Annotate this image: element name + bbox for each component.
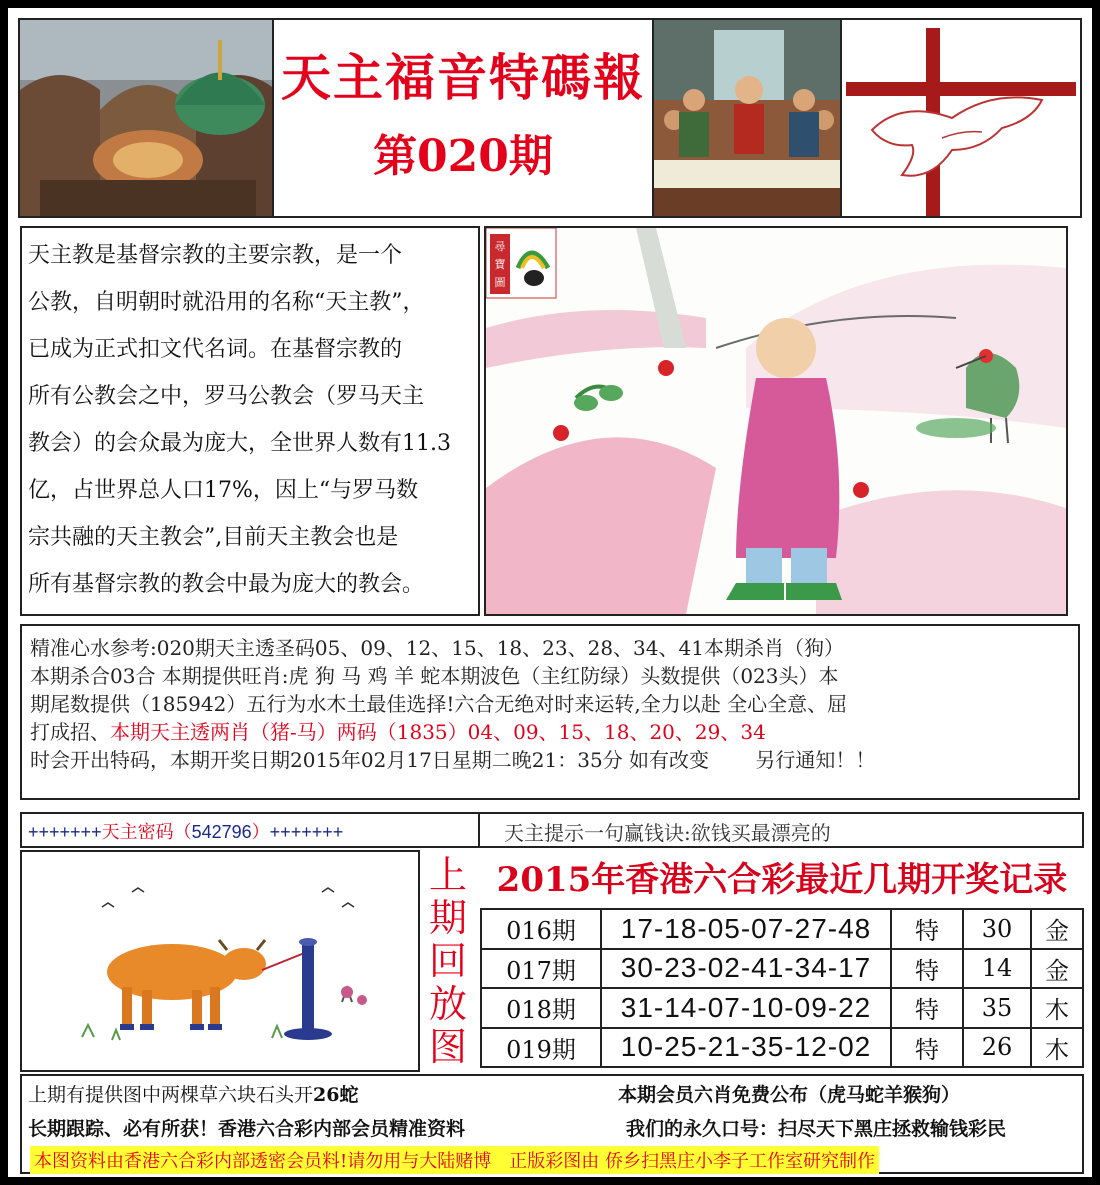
last-supper-painting <box>652 18 842 218</box>
tips-text <box>30 634 1072 774</box>
footer-line3: 本图资料由香港六合彩内部透密会员料!请勿用与大陆赌博 正版彩图由 侨乡扫黑庄小李子工作室研究制作 <box>30 1146 879 1174</box>
secret-code-bar <box>20 812 480 848</box>
tips-line: 精准心水参考:020期天主透圣码05、09、12、15、18、23、28、34、41本期杀肖（狗） <box>30 636 844 660</box>
secret-label-end: ） <box>251 822 270 842</box>
period-cell: 019期 <box>481 1028 601 1068</box>
te-cell: 特 <box>891 949 963 989</box>
numbers-cell: 17-18-05-07-27-48 <box>601 909 891 949</box>
cow-illustration <box>20 850 420 1072</box>
cross-dove-emblem <box>842 18 1082 218</box>
table-row <box>481 988 1083 1028</box>
special-cell: 35 <box>963 988 1031 1028</box>
stamp-char-2: 寶 <box>494 258 506 271</box>
tips-box <box>20 624 1080 800</box>
tips-line4-prefix: 打成招、 <box>30 720 110 744</box>
last-review-label <box>420 854 476 1070</box>
intro-line: 公教，自明朝时就沿用的名称“天主教”， <box>28 290 425 315</box>
numbers-cell: 30-23-02-41-34-17 <box>601 949 891 989</box>
plus-left: +++++++ <box>28 822 102 842</box>
numbers-cell: 31-14-07-10-09-22 <box>601 988 891 1028</box>
secret-code-value: 542796 <box>191 822 252 842</box>
review-char: 图 <box>428 1025 467 1069</box>
footer-line1-num: 26蛇 <box>313 1084 359 1106</box>
stamp-char-3: 圖 <box>494 276 506 289</box>
records-body <box>481 909 1083 1067</box>
tips-line: 本期杀合03合 本期提供旺肖:虎 狗 马 鸡 羊 蛇本期波色（主红防绿）头数提供（023头）本 <box>30 664 839 688</box>
te-cell: 特 <box>891 988 963 1028</box>
records-table <box>480 908 1084 1068</box>
hint-bar <box>478 812 1084 848</box>
cross-dove-icon <box>842 20 1082 218</box>
footer-line2-left: 长期跟踪、必有所获！香港六合彩内部会员精准资料 <box>28 1118 466 1140</box>
footer-box <box>20 1074 1084 1174</box>
footer-line1-text: 上期有提供图中两棵草六块石头开 <box>28 1084 314 1106</box>
special-cell: 30 <box>963 909 1031 949</box>
secret-code <box>28 818 343 844</box>
cow-image <box>22 852 418 1070</box>
intro-line: 所有基督宗教的教会中最为庞大的教会。 <box>28 572 425 597</box>
period-cell: 017期 <box>481 949 601 989</box>
element-cell: 木 <box>1031 988 1083 1028</box>
intro-text <box>28 232 480 608</box>
footer-line1-right: 本期会员六肖免费公布（虎马蛇羊猴狗） <box>618 1084 961 1106</box>
intro-line: 已成为正式扣文代名词。在基督宗教的 <box>28 337 403 362</box>
table-row <box>481 949 1083 989</box>
intro-line: 亿，占世界总人口17%，因上“与罗马数 <box>28 478 419 503</box>
cathedral-photo <box>18 18 274 218</box>
plus-right: +++++++ <box>269 822 344 842</box>
tips-highlight: 本期天主透两肖（猪-马）两码（1835）04、09、15、18、20、29、34 <box>110 720 766 744</box>
newspaper-page <box>8 8 1092 1177</box>
tips-line: 期尾数提供（185942）五行为水木土最佳选择!六合无绝对时来运转,全力以赴 全心全意、屈 <box>30 692 848 716</box>
tips-line <box>30 718 1072 746</box>
masthead-title: 天主福音特碼報 <box>281 48 645 107</box>
secret-label: 天主密码（ <box>101 822 192 842</box>
intro-line: 所有公教会之中，罗马公教会（罗马天主 <box>28 384 425 409</box>
period-cell: 018期 <box>481 988 601 1028</box>
cathedral-image <box>20 20 274 218</box>
issue-number: 第020期 <box>373 131 553 182</box>
footer-line2-right: 我们的永久口号：扫尽天下黑庄拯救输钱彩民 <box>626 1118 1007 1140</box>
element-cell: 木 <box>1031 1028 1083 1068</box>
table-row <box>481 1028 1083 1068</box>
footer-line1-left <box>28 1080 358 1107</box>
boy-fishing-image <box>486 228 1066 614</box>
review-char: 放 <box>428 982 467 1026</box>
treasure-illustration <box>484 226 1068 616</box>
masthead <box>274 18 652 218</box>
table-row <box>481 909 1083 949</box>
last-supper-image <box>654 20 842 218</box>
intro-line: 教会）的会众最为庞大，全世界人数有11.3 <box>28 431 451 456</box>
hint-text: 天主提示一句赢钱诀:欲钱买最漂亮的 <box>504 821 831 845</box>
numbers-cell: 10-25-21-35-12-02 <box>601 1028 891 1068</box>
intro-line: 宗共融的天主教会”,目前天主教会也是 <box>28 525 399 550</box>
element-cell: 金 <box>1031 949 1083 989</box>
element-cell: 金 <box>1031 909 1083 949</box>
review-char: 回 <box>428 939 467 983</box>
records-title: 2015年香港六合彩最近几期开奖记录 <box>496 860 1068 900</box>
te-cell: 特 <box>891 1028 963 1068</box>
special-cell: 26 <box>963 1028 1031 1068</box>
special-cell: 14 <box>963 949 1031 989</box>
intro-text-box <box>20 226 480 616</box>
review-char: 期 <box>428 896 467 940</box>
period-cell: 016期 <box>481 909 601 949</box>
te-cell: 特 <box>891 909 963 949</box>
stamp-char-1: 尋 <box>494 240 506 253</box>
review-char: 上 <box>428 853 467 897</box>
tips-line: 时会开出特码，本期开奖日期2015年02月17日星期二晚21：35分 如有改变 另行通知！！ <box>30 748 876 772</box>
intro-line: 天主教是基督宗教的主要宗教，是一个 <box>28 243 403 268</box>
